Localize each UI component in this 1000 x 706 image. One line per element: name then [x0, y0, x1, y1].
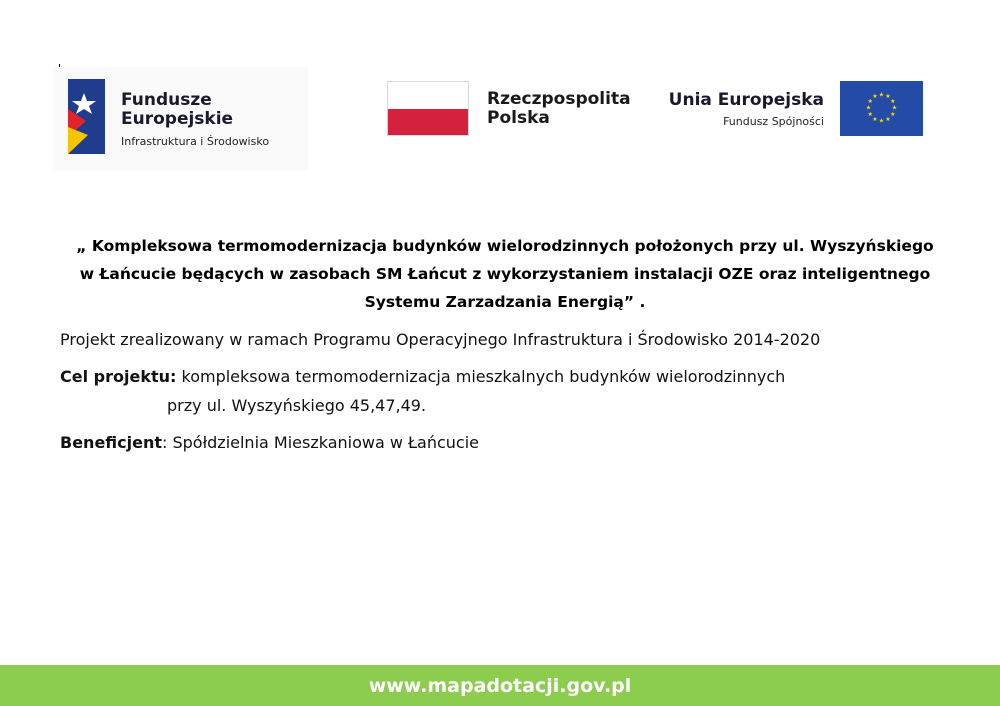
beneficiary-label: Beneficjent [60, 433, 163, 452]
svg-text:★: ★ [878, 91, 885, 99]
rp-line2: Polska [487, 108, 550, 128]
svg-text:★: ★ [885, 93, 891, 101]
svg-text:★: ★ [885, 115, 891, 123]
eu-title: Unia Europejska [668, 90, 824, 110]
project-title [60, 232, 950, 316]
project-title-line1: „ Kompleksowa termomodernizacja budynków wielorodzinnych położonych przy ul. Wyszyńskiego [76, 237, 934, 255]
fe-title-line1: Fundusze [121, 90, 212, 110]
svg-text:★: ★ [891, 104, 898, 112]
beneficiary [60, 433, 479, 453]
polish-flag-icon [387, 81, 469, 136]
goal-text-line1: kompleksowa termomodernizacja mieszkalnych budynków wielorodzinnych [176, 367, 786, 386]
fe-subtitle: Infrastruktura i Środowisko [121, 135, 270, 148]
project-title-line3: Systemu Zarzadzania Energią” . [364, 293, 646, 311]
project-title-line2: w Łańcucie będących w zasobach SM Łańcut z wykorzystaniem instalacji OZE oraz inteligentnego [79, 265, 931, 283]
project-goal [60, 367, 785, 387]
eu-subtitle: Fundusz Spójności [723, 115, 824, 128]
goal-label: Cel projektu: [60, 367, 177, 386]
beneficiary-text: : Spółdzielnia Mieszkaniowa w Łańcucie [162, 433, 480, 452]
svg-text:★: ★ [872, 115, 878, 123]
goal-text-line2: przy ul. Wyszyńskiego 45,47,49. [167, 396, 427, 415]
svg-text:★: ★ [878, 117, 885, 125]
program-statement: Projekt zrealizowany w ramach Programu Operacyjnego Infrastruktura i Środowisko 2014-2020 [60, 330, 821, 349]
logo-bar [0, 0, 1000, 200]
eu-flag-icon [840, 81, 923, 136]
svg-text:★: ★ [890, 98, 896, 105]
svg-text:★: ★ [867, 98, 873, 105]
svg-text:★: ★ [890, 111, 896, 118]
rp-line1: Rzeczpospolita [487, 89, 631, 109]
footer-bar [0, 665, 1000, 706]
svg-text:★: ★ [865, 104, 872, 112]
footer-url: www.mapadotacji.gov.pl [368, 675, 632, 697]
fe-title-line2: Europejskie [121, 109, 234, 129]
rzeczpospolita-logo-text [487, 90, 631, 128]
fe-flag-icon [68, 79, 105, 154]
svg-text:★: ★ [867, 111, 873, 118]
fundusze-europejskie-logo [53, 67, 308, 170]
eu-logo-text [640, 91, 824, 128]
svg-text:★: ★ [872, 93, 878, 101]
